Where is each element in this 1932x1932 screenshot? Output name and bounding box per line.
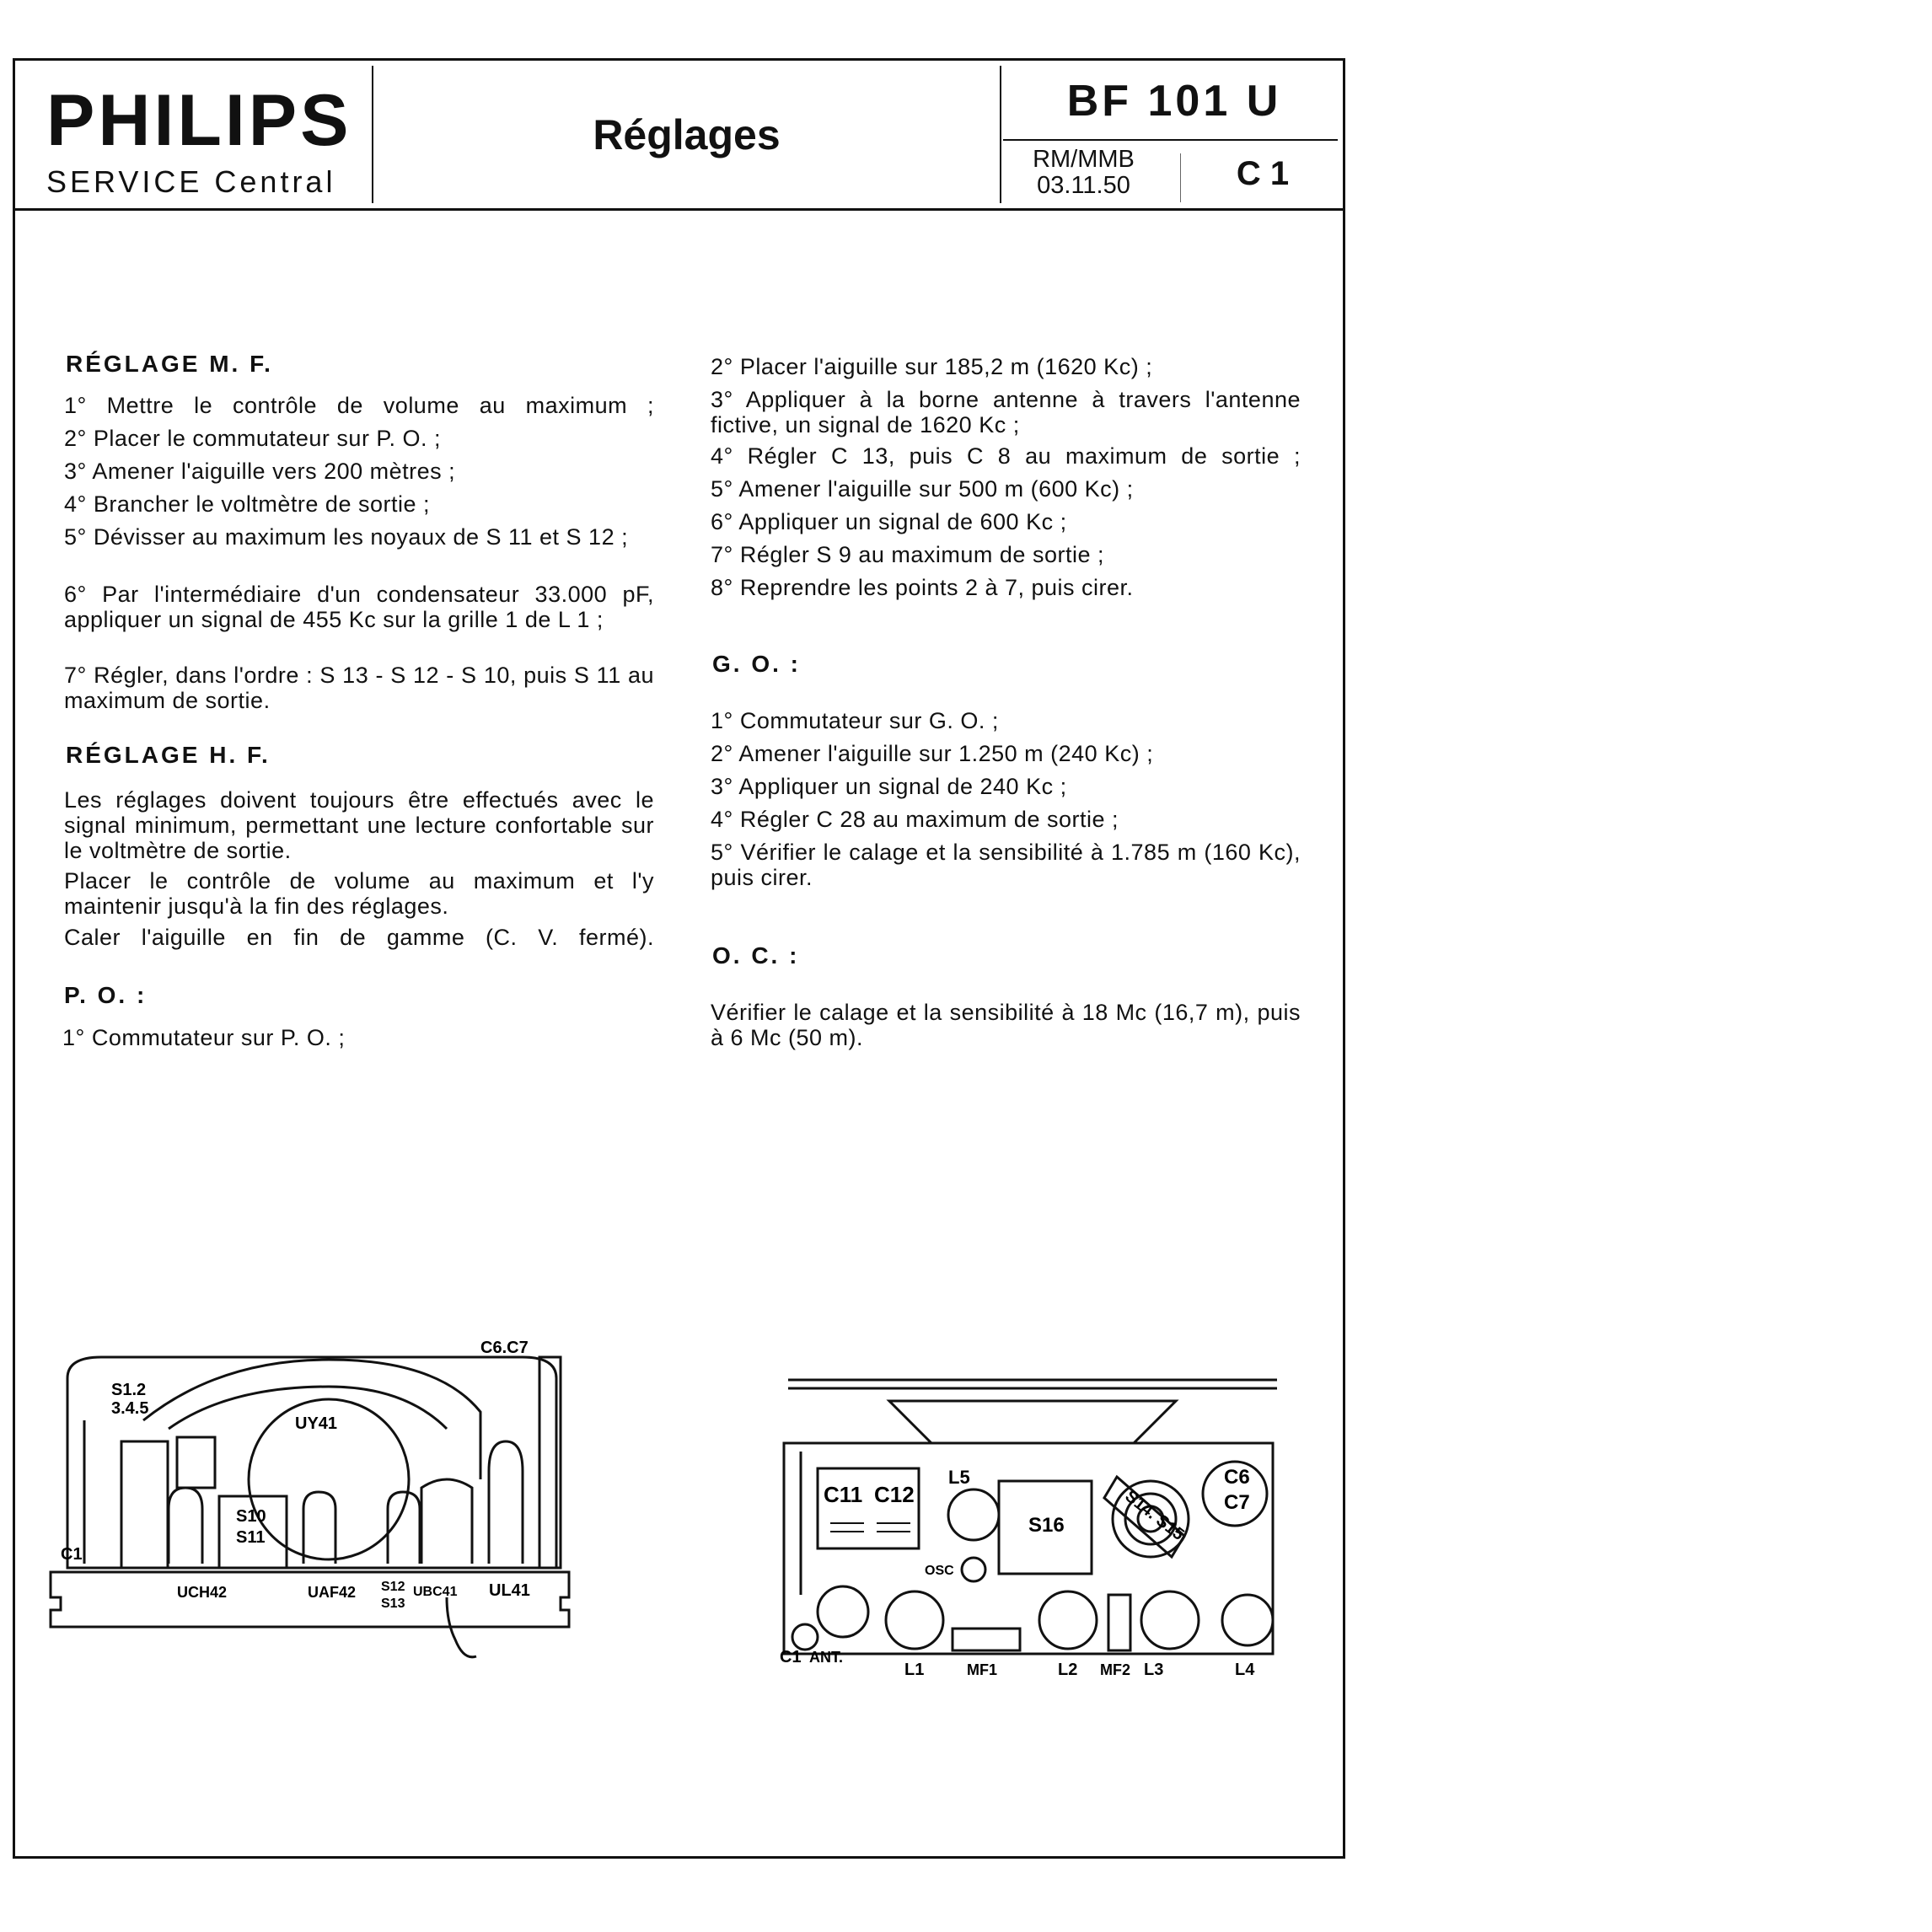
label-s10: S10 bbox=[236, 1507, 266, 1526]
chassis-rear-diagram bbox=[780, 1376, 1285, 1679]
label-uy41: UY41 bbox=[295, 1414, 338, 1433]
label-s11: S11 bbox=[236, 1528, 266, 1547]
label-ant: ANT. bbox=[809, 1649, 843, 1666]
label-l2: L2 bbox=[1058, 1661, 1078, 1679]
po-step: 1° Commutateur sur P. O. ; bbox=[62, 1025, 346, 1050]
mf-step: 4° Brancher le voltmètre de sortie ; bbox=[64, 491, 430, 517]
po-step: 4° Régler C 13, puis C 8 au maximum de sortie ; bbox=[711, 443, 1301, 469]
label-s13: S13 bbox=[381, 1597, 405, 1611]
po-step: 2° Placer l'aiguille sur 185,2 m (1620 Kc) ; bbox=[711, 354, 1153, 379]
heading-hf: RÉGLAGE H. F. bbox=[66, 742, 271, 768]
header-divider bbox=[1003, 139, 1338, 141]
go-step: 1° Commutateur sur G. O. ; bbox=[711, 708, 999, 733]
go-step: 3° Appliquer un signal de 240 Kc ; bbox=[711, 774, 1067, 799]
mf-step: 2° Placer le commutateur sur P. O. ; bbox=[64, 426, 441, 451]
header-divider bbox=[1000, 66, 1001, 203]
label-c1: C1 bbox=[61, 1545, 83, 1564]
label-c1-rear: C1 bbox=[780, 1648, 802, 1666]
label-c6c7: C6.C7 bbox=[480, 1339, 529, 1357]
mf-step: 7° Régler, dans l'ordre : S 13 - S 12 - S 10, puis S 11 au maximum de sortie. bbox=[64, 663, 654, 713]
heading-go: G. O. : bbox=[712, 651, 801, 677]
label-uch42: UCH42 bbox=[177, 1584, 228, 1601]
go-step: 2° Amener l'aiguille sur 1.250 m (240 Kc) ; bbox=[711, 741, 1154, 766]
label-c11: C11 bbox=[824, 1482, 863, 1507]
label-l4: L4 bbox=[1235, 1661, 1255, 1679]
reference-date: 03.11.50 bbox=[1037, 172, 1130, 200]
mf-step: 3° Amener l'aiguille vers 200 mètres ; bbox=[64, 459, 456, 484]
header-divider bbox=[1180, 153, 1181, 202]
heading-oc: O. C. : bbox=[712, 942, 800, 969]
label-ubc41: UBC41 bbox=[413, 1585, 458, 1599]
page-number: C 1 bbox=[1236, 155, 1290, 192]
label-osc: OSC bbox=[925, 1564, 954, 1578]
label-l5: L5 bbox=[948, 1467, 970, 1488]
po-step: 7° Régler S 9 au maximum de sortie ; bbox=[711, 542, 1104, 567]
heading-po: P. O. : bbox=[64, 982, 148, 1008]
hf-paragraph: Les réglages doivent toujours être effectués avec le signal minimum, permettant une lecture confortable sur le voltmètre de sortie. bbox=[64, 787, 654, 863]
label-s1: S1.2 bbox=[111, 1381, 147, 1399]
label-mf2: MF2 bbox=[1100, 1661, 1130, 1678]
oc-paragraph: Vérifier le calage et la sensibilité à 18 Mc (16,7 m), puis à 6 Mc (50 m). bbox=[711, 1000, 1301, 1050]
go-step: 4° Régler C 28 au maximum de sortie ; bbox=[711, 807, 1119, 832]
page-title: Réglages bbox=[593, 110, 781, 158]
label-s14s15: S14. S15 bbox=[1121, 1486, 1188, 1544]
model-number: BF 101 U bbox=[1066, 77, 1282, 126]
label-l3: L3 bbox=[1144, 1661, 1164, 1679]
label-c7: C7 bbox=[1224, 1491, 1250, 1514]
heading-mf: RÉGLAGE M. F. bbox=[66, 351, 273, 377]
label-mf1: MF1 bbox=[967, 1661, 997, 1678]
po-step: 3° Appliquer à la borne antenne à travers l'antenne fictive, un signal de 1620 Kc ; bbox=[711, 387, 1301, 437]
label-s16: S16 bbox=[1028, 1514, 1065, 1537]
reference-code: RM/MMB bbox=[1033, 146, 1135, 173]
label-c6: C6 bbox=[1224, 1466, 1250, 1489]
mf-step: 1° Mettre le contrôle de volume au maximum ; bbox=[64, 393, 654, 418]
brand-logo: PHILIPS bbox=[46, 80, 352, 161]
po-step: 6° Appliquer un signal de 600 Kc ; bbox=[711, 509, 1067, 534]
reference-block bbox=[1010, 147, 1157, 200]
label-ul41: UL41 bbox=[489, 1581, 530, 1600]
chassis-top-diagram bbox=[51, 1339, 590, 1665]
brand-block bbox=[15, 61, 372, 208]
mf-step: 6° Par l'intermédiaire d'un condensateur 33.000 pF, appliquer un signal de 455 Kc sur la grille 1 de L 1 ; bbox=[64, 582, 654, 632]
label-c12: C12 bbox=[874, 1482, 915, 1507]
label-s12: S12 bbox=[381, 1580, 405, 1594]
label-uaf42: UAF42 bbox=[308, 1584, 357, 1601]
mf-step: 5° Dévisser au maximum les noyaux de S 11 et S 12 ; bbox=[64, 524, 629, 550]
hf-paragraph: Caler l'aiguille en fin de gamme (C. V. fermé). bbox=[64, 925, 654, 950]
po-step: 8° Reprendre les points 2 à 7, puis cirer. bbox=[711, 575, 1134, 600]
hf-paragraph: Placer le contrôle de volume au maximum et l'y maintenir jusqu'à la fin des réglages. bbox=[64, 868, 654, 919]
sheet-header bbox=[15, 61, 1343, 211]
brand-subtitle: SERVICE Central bbox=[46, 164, 336, 199]
label-s345: 3.4.5 bbox=[111, 1399, 149, 1418]
po-step: 5° Amener l'aiguille sur 500 m (600 Kc) ; bbox=[711, 476, 1134, 502]
label-l1: L1 bbox=[904, 1661, 925, 1679]
go-step: 5° Vérifier le calage et la sensibilité à 1.785 m (160 Kc), puis cirer. bbox=[711, 840, 1301, 890]
